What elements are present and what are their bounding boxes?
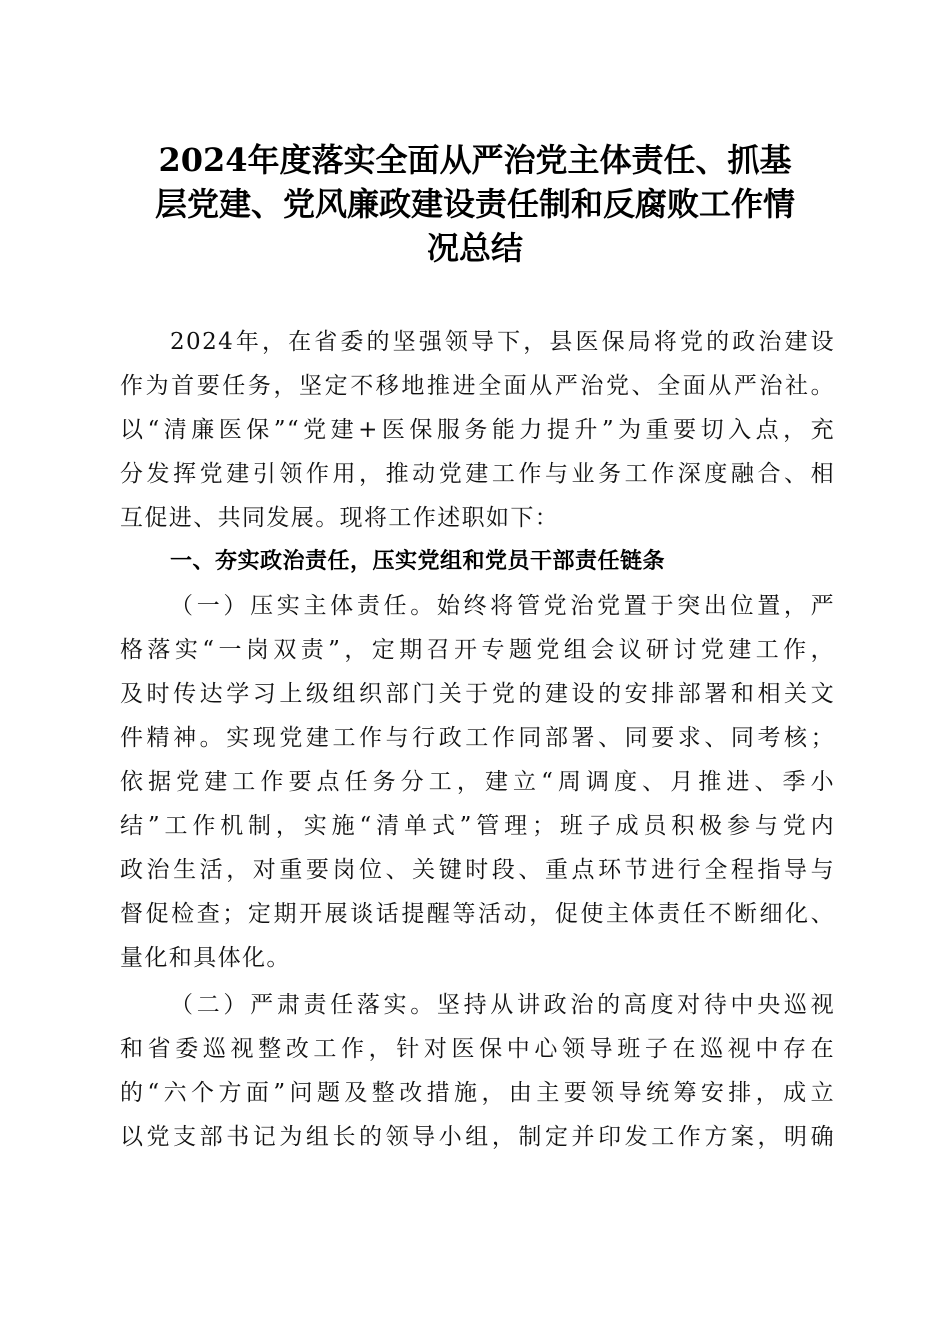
text-line: 格落实“一岗双责”，定期召开专题党组会议研讨党建工作，: [120, 637, 835, 663]
document-title: [105, 138, 845, 270]
text-line: 2024年，在省委的坚强领导下，县医保局将党的政治建设: [170, 329, 835, 355]
text-line: （二）严肃责任落实。坚持从讲政治的高度对待中央巡视: [170, 992, 835, 1018]
title-line: 层党建、党风廉政建设责任制和反腐败工作情: [154, 185, 795, 223]
text-line: 政治生活，对重要岗位、关键时段、重点环节进行全程指导与: [120, 857, 835, 883]
text-line: 依据党建工作要点任务分工，建立“周调度、月推进、季小: [120, 769, 835, 795]
text-line: 件精神。实现党建工作与行政工作同部署、同要求、同考核；: [120, 725, 835, 751]
subsection-paragraph: [120, 983, 835, 1159]
text-line: 作为首要任务，坚定不移地推进全面从严治党、全面从严治社。: [120, 373, 835, 399]
text-line: （一）压实主体责任。始终将管党治党置于突出位置，严: [170, 593, 835, 619]
intro-paragraph: [120, 320, 835, 540]
text-line: 以“清廉医保”“党建+医保服务能力提升”为重要切入点，充: [120, 417, 835, 443]
text-line: 督促检查；定期开展谈话提醒等活动，促使主体责任不断细化、: [120, 901, 835, 927]
text-line: 及时传达学习上级组织部门关于党的建设的安排部署和相关文: [120, 681, 835, 707]
title-line: 况总结: [426, 229, 523, 267]
text-line: 和省委巡视整改工作，针对医保中心领导班子在巡视中存在: [120, 1036, 835, 1062]
section-heading: 一、夯实政治责任，压实党组和党员干部责任链条: [170, 549, 666, 574]
text-line: 以党支部书记为组长的领导小组，制定并印发工作方案，明确: [120, 1124, 835, 1150]
text-line: 的“六个方面”问题及整改措施，由主要领导统筹安排，成立: [120, 1080, 835, 1106]
text-line: 结”工作机制，实施“清单式”管理；班子成员积极参与党内: [120, 813, 835, 839]
text-line: 量化和具体化。: [120, 945, 291, 971]
text-line: 互促进、共同发展。现将工作述职如下：: [120, 505, 560, 531]
title-line: 2024年度落实全面从严治党主体责任、抓基: [158, 141, 792, 179]
text-line: 分发挥党建引领作用，推动党建工作与业务工作深度融合、相: [120, 461, 835, 487]
document-body: [120, 320, 835, 1159]
subsection-paragraph: [120, 584, 835, 980]
